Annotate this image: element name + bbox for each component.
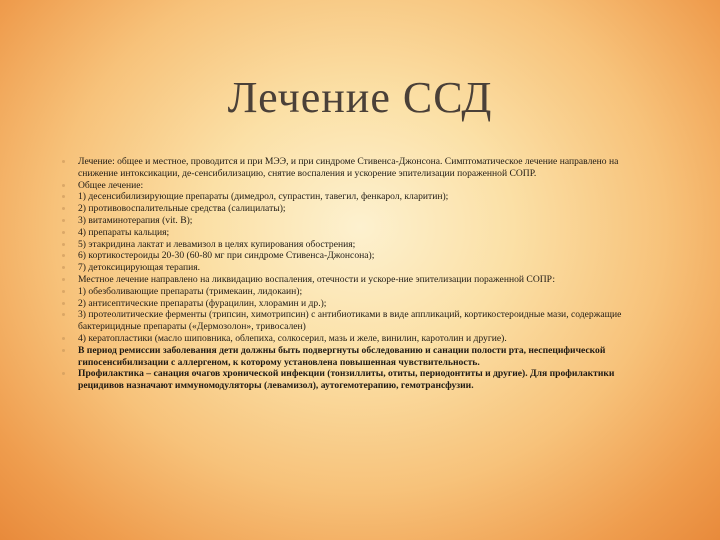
local-item-4: 4) кератопластики (масло шиповника, облепиха, солкосерил, мазь и желе, винилин, каротолин и другие). — [78, 333, 658, 345]
general-item-3: 3) витаминотерапия (vit. В); — [78, 215, 658, 227]
local-item-1: 1) обезболивающие препараты (тримекаин, лидокаин); — [78, 286, 658, 298]
general-item-5: 5) этакридина лактат и левамизол в целях купирования обострения; — [78, 239, 658, 251]
general-item-6: 6) кортикостероиды 20-30 (60-80 мг при синдроме Стивенса-Джонсона); — [78, 250, 658, 262]
local-item-2: 2) антисептические препараты (фурацилин, хлорамин и др.); — [78, 298, 658, 310]
general-item-2: 2) противовоспалительные средства (салицилаты); — [78, 203, 658, 215]
general-item-1: 1) десенсибилизирующие препараты (димедрол, супрастин, тавегил, фенкарол, кларитин); — [78, 191, 658, 203]
general-item-7: 7) детоксицирующая терапия. — [78, 262, 658, 274]
treatment-intro: Лечение: общее и местное, проводится и при МЭЭ, и при синдроме Стивенса-Джонсона. Симптоматическое лечение направлено на снижение интоксикации, де-сенсибилизацию, снятие воспаления и ускорение эпителизации пораженной СОПР. — [78, 156, 658, 180]
prophylaxis-paragraph: Профилактика – санация очагов хронической инфекции (тонзиллиты, отиты, периодонтиты и другие). Для профилактики рецидивов назначают иммуномодуляторы (левамизол), аутогемотерапию, гемотрансфузии. — [78, 368, 658, 392]
slide-body — [78, 156, 658, 392]
remission-paragraph: В период ремиссии заболевания дети должны быть подвергнуты обследованию и санации полости рта, неспецифической гипосенсибилизации с аллергеном, к которому установлена повышенная чувствительность. — [78, 345, 658, 369]
general-item-4: 4) препараты кальция; — [78, 227, 658, 239]
local-treatment-heading: Местное лечение направлено на ликвидацию воспаления, отечности и ускоре-ние эпителизации пораженной СОПР: — [78, 274, 658, 286]
slide-title: Лечение ССД — [227, 73, 493, 122]
general-treatment-heading: Общее лечение: — [78, 180, 658, 192]
local-item-3: 3) протеолитические ферменты (трипсин, химотрипсин) с антибиотиками в виде аппликаций, кортикостероидные мази, содержащие бактерицидные препараты («Дермозолон», тривосален) — [78, 309, 658, 333]
